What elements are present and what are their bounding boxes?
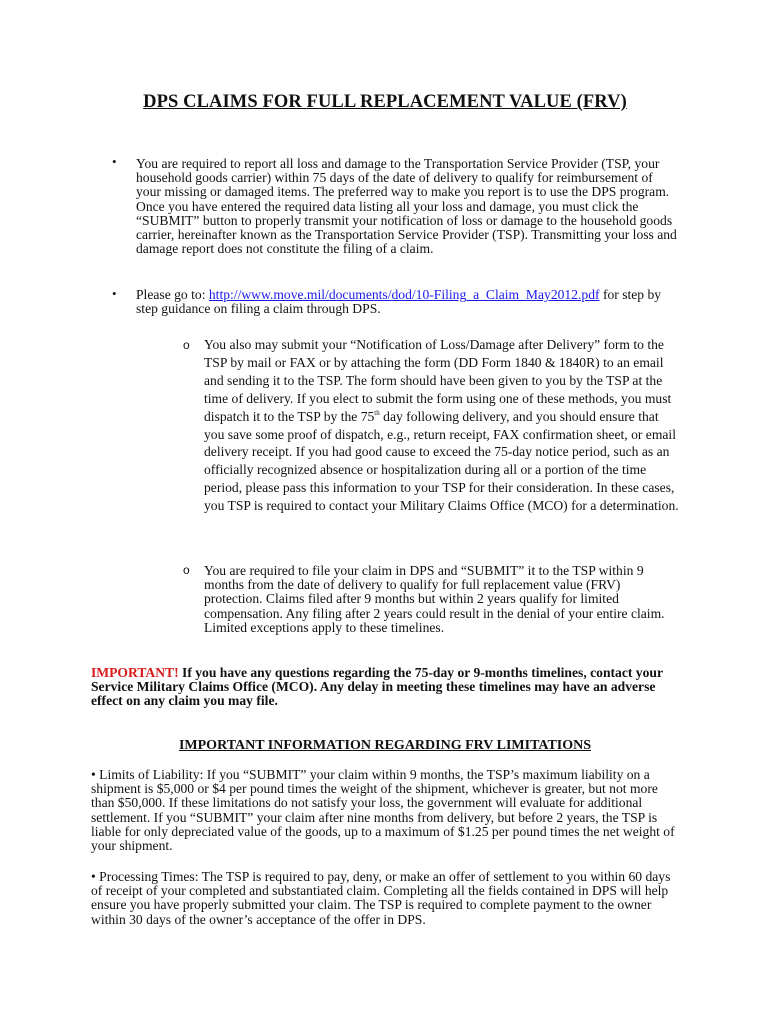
bullet-marker: • <box>112 154 117 169</box>
sub-bullet-marker: o <box>183 338 190 352</box>
important-text: If you have any questions regarding the 75-day or 9-months timelines, contact your Service Military Claims Office (MCO). Any delay in meeting these timelines may have an adverse effect on any claim you may file. <box>91 665 663 709</box>
important-label: IMPORTANT! <box>91 665 179 680</box>
sub-bullet-marker: o <box>183 563 190 577</box>
important-notice <box>91 666 681 709</box>
paragraph-guidance <box>136 288 681 316</box>
paragraph-notification-form <box>204 336 682 515</box>
notification-text-part1: You also may submit your “Notification of Loss/Damage after Delivery” form to the TSP by mail or FAX or by attaching the form (DD Form 1840 & 1840R) to an email and sending it to the TSP. The form should have been given to you by the TSP at the time of delivery. If you elect to submit the form using one of these methods, you must dispatch it to the TSP by the 75 <box>204 337 672 424</box>
guidance-prefix: Please go to: <box>136 287 209 302</box>
paragraph-file-claim: You are required to file your claim in DPS and “SUBMIT” it to the TSP within 9 months from the date of delivery to qualify for full replacement value (FRV) protection. Claims filed after 9 months but within 2 years qualify for limited compensation. Any filing after 2 years could result in the denial of your entire claim. Limited exceptions apply to these timelines. <box>204 563 665 635</box>
page-title: DPS CLAIMS FOR FULL REPLACEMENT VALUE (FRV) <box>143 92 627 112</box>
paragraph-report-loss: You are required to report all loss and damage to the Transportation Service Provider (TSP, your household goods carrier) within 75 days of the date of delivery to qualify for reimbursement of your missing or damaged items. The preferred way to make you report is to use the DPS program. Once you have entered the required data listing all your loss and damage, you must click the “SUBMIT” button to properly transmit your notification of loss or damage to the household goods carrier, hereinafter known as the Transportation Service Provider (TSP). Transmitting your loss and damage report does not constitute the filing of a claim. <box>136 156 677 257</box>
frv-limitations-heading: IMPORTANT INFORMATION REGARDING FRV LIMITATIONS <box>178 738 592 753</box>
notification-text-part2: day following delivery, and you should ensure that you save some proof of dispatch, e.g., return receipt, FAX confirmation sheet, or email delivery receipt. If you had good cause to exceed the 75-day notice period, such as an officially recognized absence or hospitalization during all or a portion of the time period, please pass this information to your TSP for their consideration. In these cases, you TSP is required to contact your Military Claims Office (MCO) for a determination. <box>204 408 679 514</box>
bullet-marker: • <box>112 286 117 301</box>
filing-guide-link[interactable]: http://www.move.mil/documents/dod/10-Filing_a_Claim_May2012.pdf <box>208 287 600 302</box>
paragraph-limits-of-liability: • Limits of Liability: If you “SUBMIT” your claim within 9 months, the TSP’s maximum liability on a shipment is $5,000 or $4 per pound times the weight of the shipment, whichever is greater, but not more than $50,000. If these limitations do not satisfy your loss, the government will evaluate for additional settlement. If you “SUBMIT” your claim after nine months from delivery, but before 2 years, the TSP is liable for only depreciated value of the goods, up to a maximum of $1.25 per pound times the net weight of your shipment. <box>91 767 675 854</box>
guidance-suffix: for step by step guidance on filing a claim through DPS. <box>136 287 662 317</box>
paragraph-processing-times: • Processing Times: The TSP is required to pay, deny, or make an offer of settlement to you within 60 days of receipt of your completed and substantiated claim. Completing all the fields contained in DPS will help ensure you have properly submitted your claim. The TSP is required to complete payment to the owner within 30 days of the owner’s acceptance of the offer in DPS. <box>91 869 671 927</box>
superscript-th: th <box>374 408 380 417</box>
